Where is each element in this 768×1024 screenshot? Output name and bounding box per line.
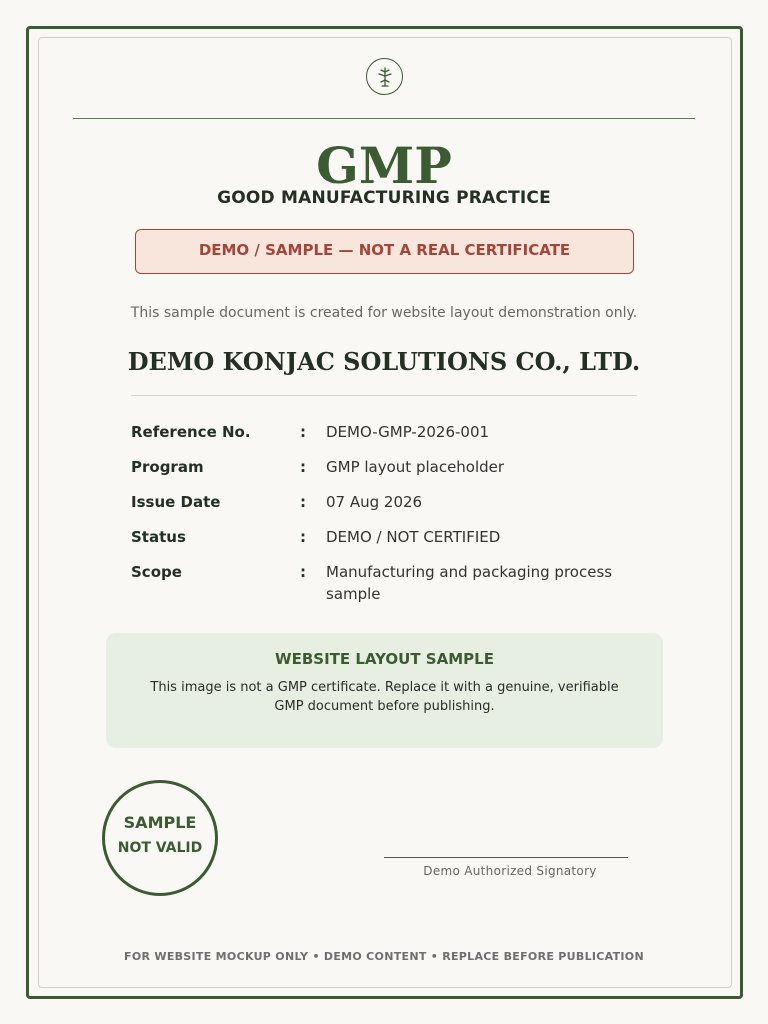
signature-line: [384, 857, 628, 858]
layout-notice-box: [106, 633, 663, 748]
detail-label: Reference No.: [131, 423, 251, 441]
footer-note: FOR WEBSITE MOCKUP ONLY • DEMO CONTENT • REPLACE BEFORE PUBLICATION: [124, 950, 644, 963]
detail-separator: :: [300, 423, 306, 441]
certificate-title: GMP: [316, 136, 452, 195]
sample-seal: [102, 780, 218, 896]
detail-label: Scope: [131, 563, 182, 581]
sprout-icon: [366, 58, 403, 95]
detail-value: Manufacturing and packaging process sample: [326, 563, 613, 603]
detail-value: 07 Aug 2026: [326, 493, 423, 511]
detail-separator: :: [300, 528, 306, 546]
detail-separator: :: [300, 563, 306, 581]
demo-warning-text: DEMO / SAMPLE — NOT A REAL CERTIFICATE: [198, 241, 571, 259]
seal-line-sample: SAMPLE: [123, 813, 197, 832]
detail-value: GMP layout placeholder: [326, 458, 505, 476]
header-divider: [73, 118, 695, 119]
detail-label: Program: [131, 458, 204, 476]
detail-separator: :: [300, 458, 306, 476]
company-divider: [131, 395, 637, 396]
seal-line-not-valid: NOT VALID: [117, 840, 203, 856]
disclaimer-text: This sample document is created for website layout demonstration only.: [130, 305, 638, 321]
detail-value: DEMO-GMP-2026-001: [326, 423, 490, 441]
detail-label: Status: [131, 528, 186, 546]
certificate-subtitle: GOOD MANUFACTURING PRACTICE: [217, 188, 551, 208]
detail-value: DEMO / NOT CERTIFIED: [326, 528, 501, 546]
demo-warning-banner: [135, 229, 634, 274]
detail-separator: :: [300, 493, 306, 511]
signatory-caption: Demo Authorized Signatory: [423, 864, 597, 878]
detail-label: Issue Date: [131, 493, 221, 511]
company-name: DEMO KONJAC SOLUTIONS CO., LTD.: [127, 347, 641, 376]
notice-title: WEBSITE LAYOUT SAMPLE: [275, 650, 494, 668]
notice-body: This image is not a GMP certificate. Replace it with a genuine, verifiable GMP document before publishing.: [150, 680, 619, 714]
